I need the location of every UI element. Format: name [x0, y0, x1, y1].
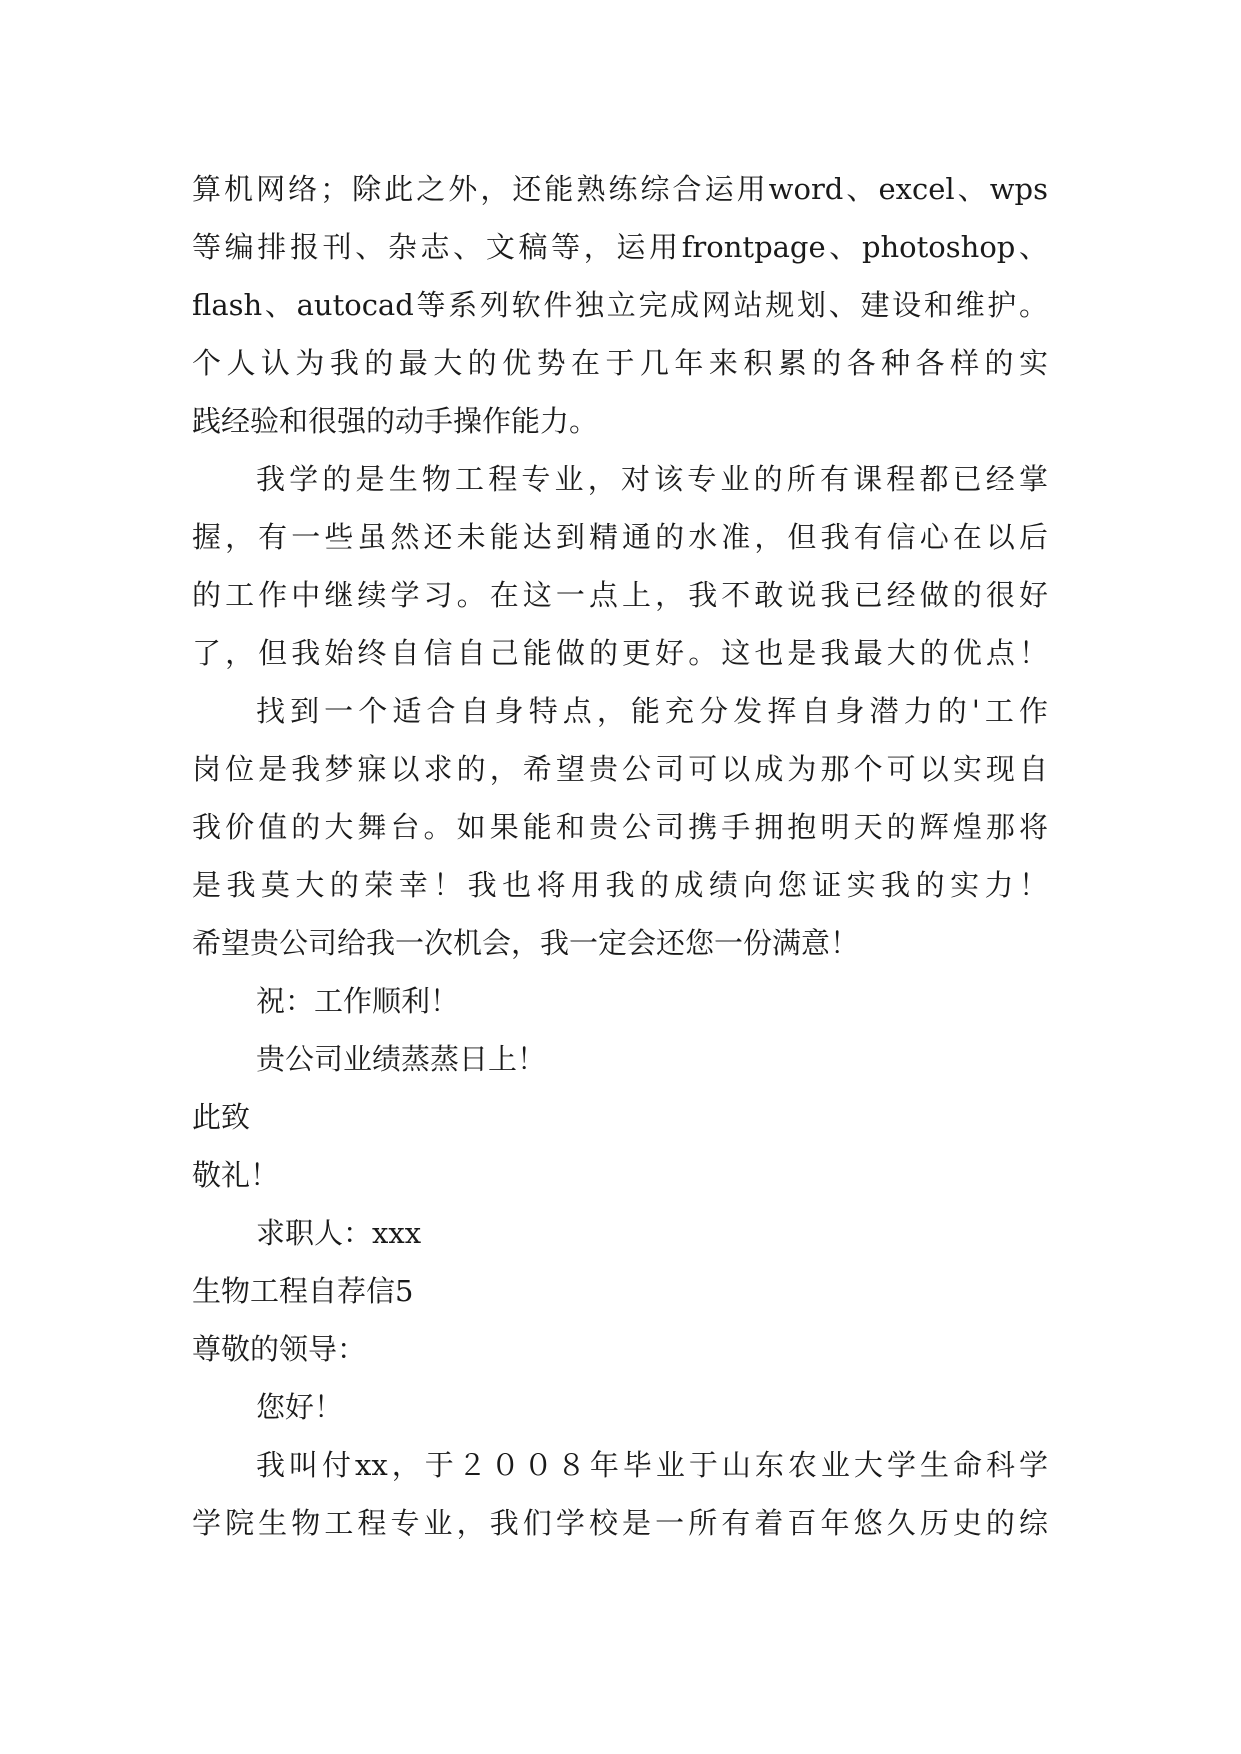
text-line-15: 祝：工作顺利！ — [256, 984, 460, 1018]
text-line-16: 贵公司业绩蒸蒸日上！ — [256, 1042, 547, 1076]
text-line-17: 此致 — [192, 1100, 251, 1134]
text-line-12: 我价值的大舞台。如果能和贵公司携手拥抱明天的辉煌那将 — [192, 810, 1048, 844]
text-line-21: 尊敬的领导： — [192, 1332, 367, 1366]
text-line-14: 希望贵公司给我一次机会，我一定会还您一份满意！ — [192, 926, 860, 960]
text-line-22: 您好！ — [256, 1390, 344, 1424]
text-line-9: 了，但我始终自信自己能做的更好。这也是我最大的优点！ — [192, 636, 1048, 670]
text-line-18: 敬礼！ — [192, 1158, 280, 1192]
text-line-1: 算机网络；除此之外，还能熟练综合运用word、excel、wps — [192, 172, 1048, 206]
text-line-20: 生物工程自荐信5 — [192, 1274, 414, 1308]
text-line-2: 等编排报刊、杂志、文稿等，运用frontpage、photoshop、 — [192, 230, 1048, 264]
text-line-24: 学院生物工程专业，我们学校是一所有着百年悠久历史的综 — [192, 1506, 1048, 1540]
text-line-8: 的工作中继续学习。在这一点上，我不敢说我已经做的很好 — [192, 578, 1048, 612]
text-line-7: 握，有一些虽然还未能达到精通的水准，但我有信心在以后 — [192, 520, 1048, 554]
text-line-23: 我叫付xx，于２００８年毕业于山东农业大学生命科学 — [256, 1448, 1048, 1482]
text-line-19: 求职人：xxx — [256, 1216, 422, 1250]
text-line-11: 岗位是我梦寐以求的，希望贵公司可以成为那个可以实现自 — [192, 752, 1048, 786]
letter-body — [192, 160, 1072, 1552]
text-line-4: 个人认为我的最大的优势在于几年来积累的各种各样的实 — [192, 346, 1048, 380]
text-line-6: 我学的是生物工程专业，对该专业的所有课程都已经掌 — [256, 462, 1048, 496]
text-line-10: 找到一个适合自身特点，能充分发挥自身潜力的'工作 — [256, 694, 1048, 728]
text-line-13: 是我莫大的荣幸！我也将用我的成绩向您证实我的实力！ — [192, 868, 1048, 902]
text-line-5: 践经验和很强的动手操作能力。 — [192, 404, 599, 438]
text-line-3: flash、autocad等系列软件独立完成网站规划、建设和维护。 — [192, 288, 1048, 322]
